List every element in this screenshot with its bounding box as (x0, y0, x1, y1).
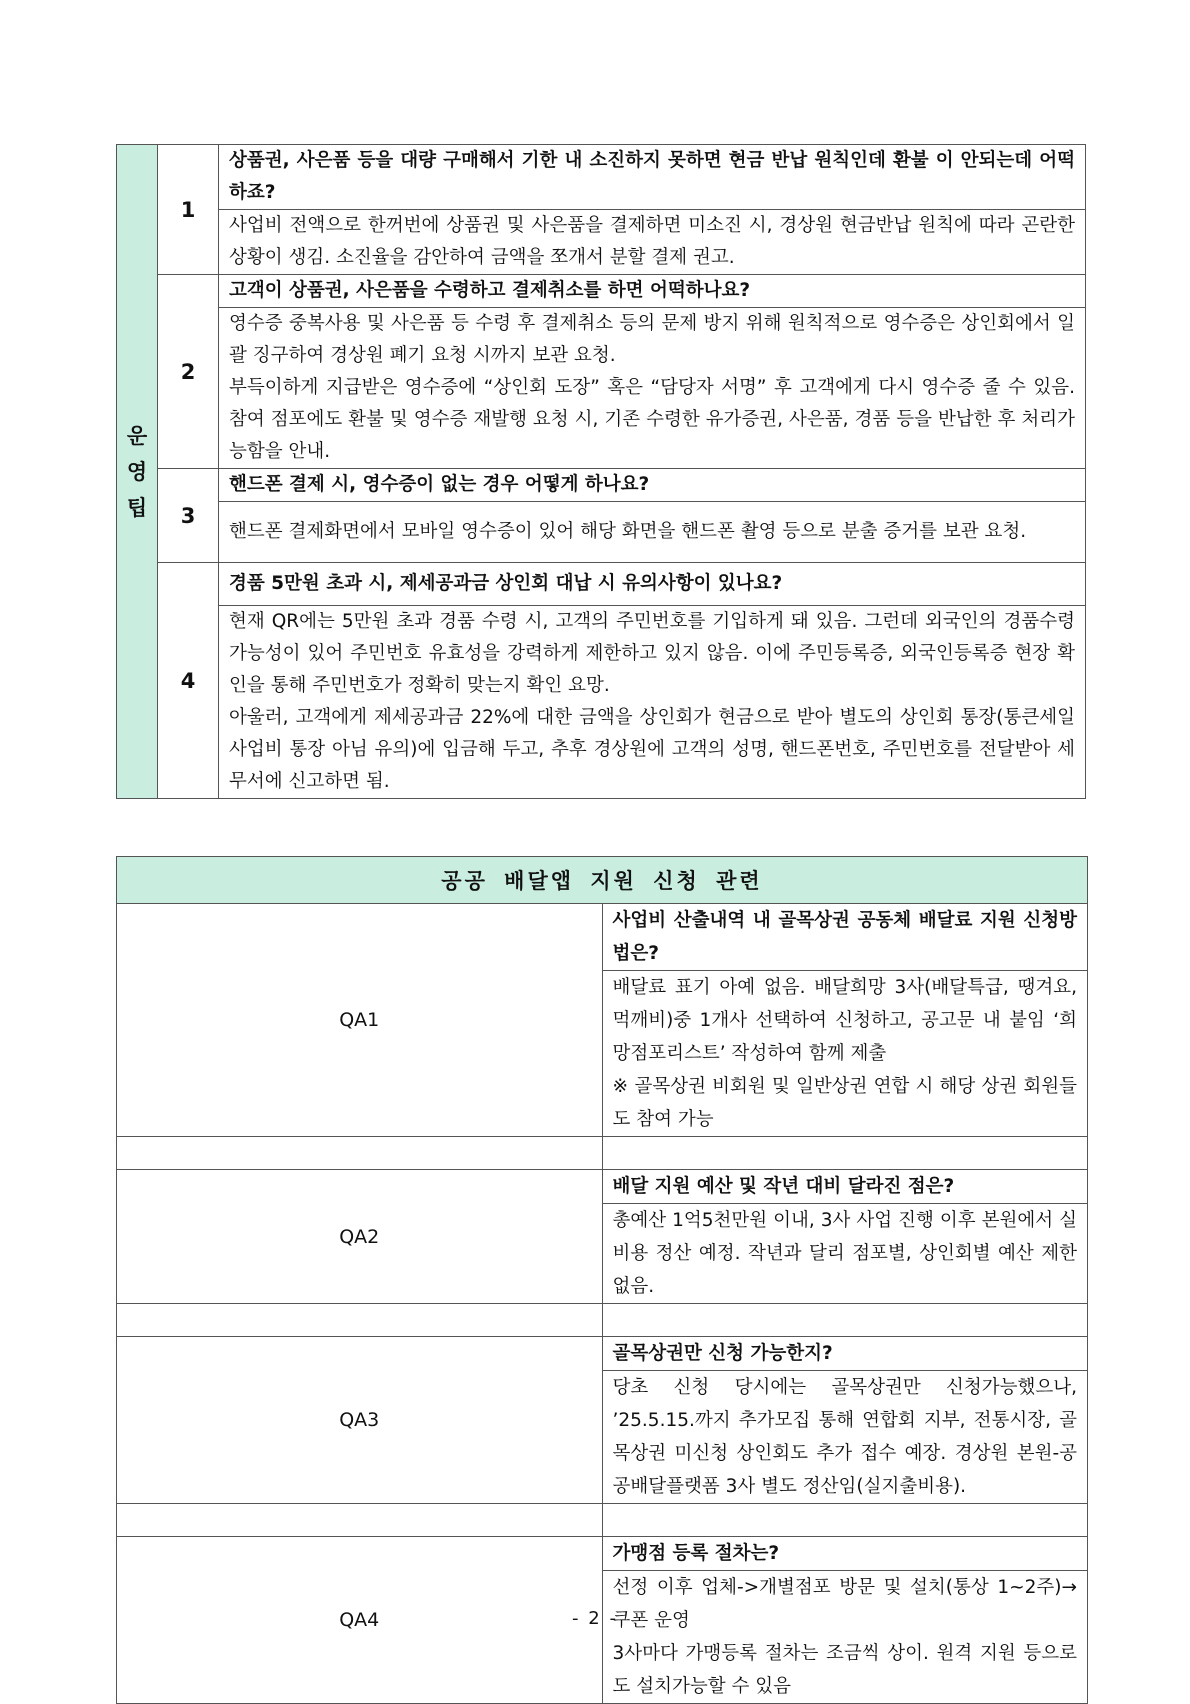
answer-line: 영수증 중복사용 및 사은품 등 수령 후 결제취소 등의 문제 방지 위해 원칙적으로 영수증은 상인회에서 일괄 징구하여 경상원 폐기 요청 시까지 보관 요청. (229, 313, 1075, 366)
qa-answer (602, 1371, 1088, 1504)
tip-answer (219, 308, 1086, 469)
empty-row (117, 1137, 1088, 1170)
tip-row (117, 469, 1086, 502)
tip-number: 2 (158, 275, 219, 469)
qa-id: QA3 (117, 1337, 603, 1504)
answer-line: 3사마다 가맹등록 절차는 조금씩 상이. 원격 지원 등으로도 설치가능할 수 있음 (612, 1643, 1077, 1697)
qa-id: QA4 (117, 1537, 603, 1704)
answer-line: 현재 QR에는 5만원 초과 경품 수령 시, 고객의 주민번호를 기입하게 돼 있음. 그런데 외국인의 경품수령 가능성이 있어 주민번호 유효성을 강력하게 제한하고 있지 않음. 이에 주민등록증, 외국인등록증 현장 확인을 통해 주민번호가 정확히 맞는지 확인 요망. (229, 611, 1075, 696)
answer-line: 선정 이후 업체->개별점포 방문 및 설치(통상 1~2주)→쿠폰 운영 (612, 1577, 1077, 1631)
answer-line: 부득이하게 지급받은 영수증에 “상인회 도장” 혹은 “담당자 서명” 후 고객에게 다시 영수증 줄 수 있음. 참여 점포에도 환불 및 영수증 재발행 요청 시, 기존 수령한 유가증권, 사은품, 경품 등을 반납한 후 처리가능함을 안내. (229, 377, 1075, 462)
tip-number: 3 (158, 469, 219, 563)
tip-question: 핸드폰 결제 시, 영수증이 없는 경우 어떻게 하나요? (219, 469, 1086, 502)
tip-question: 경품 5만원 초과 시, 제세공과금 상인회 대납 시 유의사항이 있나요? (219, 563, 1086, 606)
answer-line: 총예산 1억5천만원 이내, 3사 사업 진행 이후 본원에서 실비용 정산 예정. 작년과 달리 점포별, 상인회별 예산 제한 없음. (612, 1210, 1077, 1297)
qa-row (117, 1537, 1088, 1571)
qa-row (117, 1337, 1088, 1371)
section-title: 공공 배달앱 지원 신청 관련 (117, 857, 1088, 904)
qa-question: 사업비 산출내역 내 골목상권 공동체 배달료 지원 신청방법은? (602, 904, 1088, 971)
qa-id: QA1 (117, 904, 603, 1137)
qa-question: 배달 지원 예산 및 작년 대비 달라진 점은? (602, 1170, 1088, 1204)
empty-row (117, 1504, 1088, 1537)
qa-answer (602, 1571, 1088, 1704)
tip-number: 4 (158, 563, 219, 799)
qa-answer (602, 1204, 1088, 1304)
delivery-app-table (116, 856, 1088, 1704)
qa-question: 골목상권만 신청 가능한지? (602, 1337, 1088, 1371)
qa-question: 가맹점 등록 절차는? (602, 1537, 1088, 1571)
tip-answer (219, 210, 1086, 275)
tip-answer (219, 502, 1086, 563)
answer-line: 핸드폰 결제화면에서 모바일 영수증이 있어 해당 화면을 핸드폰 촬영 등으로 분출 증거를 보관 요청. (229, 521, 1027, 542)
page-number: - 2 - (572, 1608, 618, 1629)
answer-line: 배달료 표기 아예 없음. 배달희망 3사(배달특급, 땡겨요, 먹깨비)중 1개사 선택하여 신청하고, 공고문 내 붙임 ‘희망점포리스트’ 작성하여 함께 제출 (612, 977, 1077, 1064)
tip-question: 고객이 상품권, 사은품을 수령하고 결제취소를 하면 어떡하나요? (219, 275, 1086, 308)
qa-row (117, 904, 1088, 971)
category-char: 영 (126, 459, 148, 484)
category-char: 팁 (126, 495, 148, 520)
category-cell (117, 145, 158, 799)
tip-row (117, 145, 1086, 210)
answer-line: 아울러, 고객에게 제세공과금 22%에 대한 금액을 상인회가 현금으로 받아 별도의 상인회 통장(통큰세일 사업비 통장 아님 유의)에 입금해 두고, 추후 경상원에 고객의 성명, 핸드폰번호, 주민번호를 전달받아 세무서에 신고하면 됨. (229, 707, 1075, 792)
tip-row (117, 275, 1086, 308)
operation-tips-table (116, 144, 1086, 799)
tip-question: 상품권, 사은품 등을 대량 구매해서 기한 내 소진하지 못하면 현금 반납 원칙인데 환불 이 안되는데 어떡하죠? (219, 145, 1086, 210)
category-char: 운 (126, 423, 148, 448)
qa-answer (602, 971, 1088, 1137)
qa-id: QA2 (117, 1170, 603, 1304)
answer-line: ※ 골목상권 비회원 및 일반상권 연합 시 해당 상권 회원들도 참여 가능 (612, 1076, 1077, 1130)
answer-line: 당초 신청 당시에는 골목상권만 신청가능했으나, ’25.5.15.까지 추가모집 통해 연합회 지부, 전통시장, 골목상권 미신청 상인회도 추가 접수 예장. 경상원 본원-공공배달플랫폼 3사 별도 정산임(실지출비용). (612, 1377, 1077, 1497)
tip-row (117, 563, 1086, 606)
tip-answer (219, 606, 1086, 799)
tip-number: 1 (158, 145, 219, 275)
qa-row (117, 1170, 1088, 1204)
empty-row (117, 1304, 1088, 1337)
answer-line: 사업비 전액으로 한꺼번에 상품권 및 사은품을 결제하면 미소진 시, 경상원 현금반납 원칙에 따라 곤란한 상황이 생김. 소진율을 감안하여 금액을 쪼개서 분할 결제 권고. (229, 215, 1075, 268)
